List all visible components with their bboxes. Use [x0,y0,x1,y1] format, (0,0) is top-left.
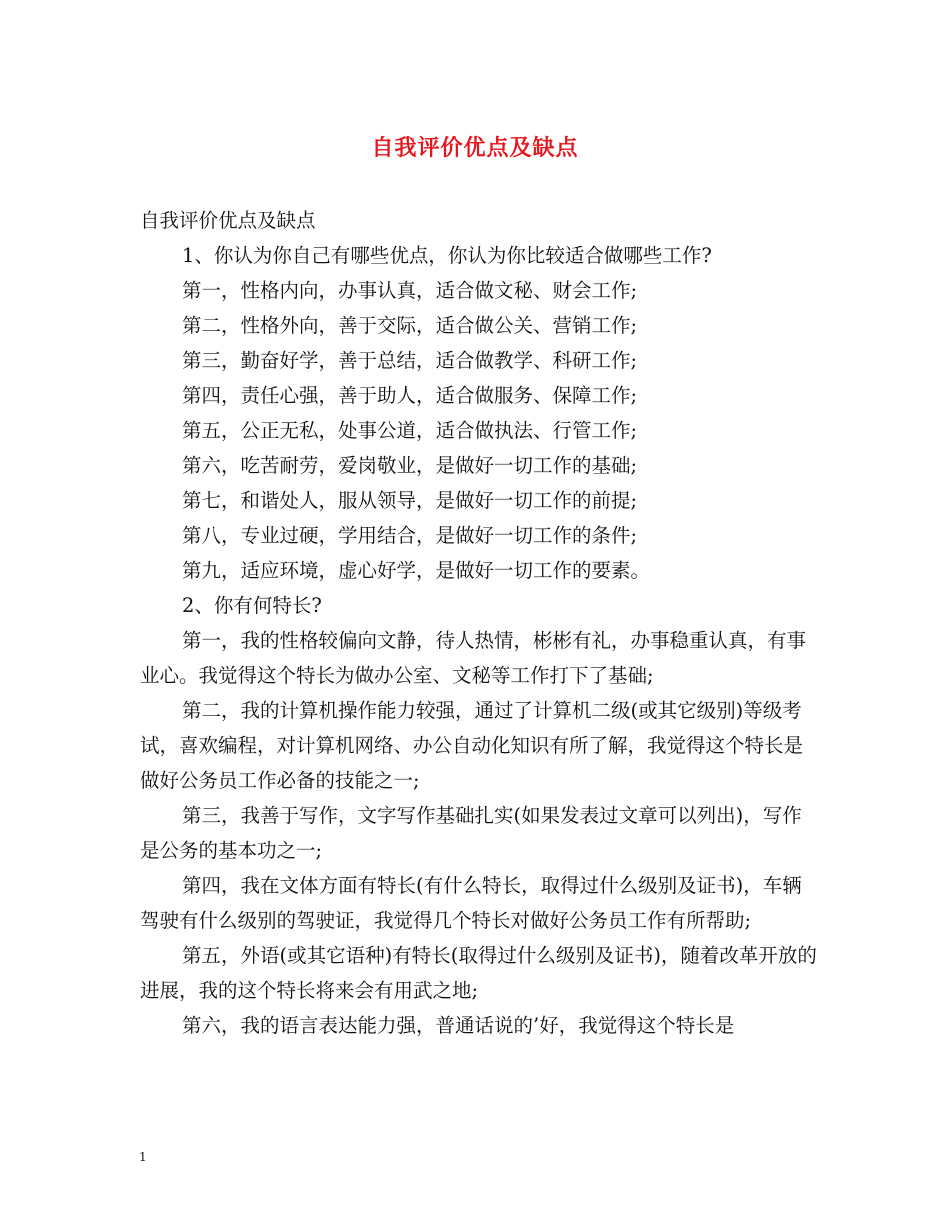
paragraph: 1、你认为你自己有哪些优点，你认为你比较适合做哪些工作? [182,244,712,267]
paragraph: 第八，专业过硬，学用结合，是做好一切工作的条件; [182,524,638,547]
paragraph: 第九，适应环境，虚心好学，是做好一切工作的要素。 [182,559,651,582]
document-body [140,203,820,1043]
page-number: 1 [139,1150,147,1164]
paragraph: 第二，我的计算机操作能力较强，通过了计算机二级(或其它级别)等级考试，喜欢编程，对计算机网络、办公自动化知识有所了解，我觉得这个特长是做好公务员工作必备的技能之一; [140,699,804,792]
paragraph: 自我评价优点及缺点 [140,209,316,232]
paragraph: 第六，我的语言表达能力强，普通话说的’好，我觉得这个特长是 [182,1014,735,1037]
paragraph: 第五，公正无私，处事公道，适合做执法、行管工作; [182,419,638,442]
paragraph: 第四，责任心强，善于助人，适合做服务、保障工作; [182,384,638,407]
paragraph: 第一，我的性格较偏向文静，待人热情，彬彬有礼，办事稳重认真，有事业心。我觉得这个特长为做办公室、文秘等工作打下了基础; [140,629,807,687]
paragraph: 第三，我善于写作，文字写作基础扎实(如果发表过文章可以列出)，写作是公务的基本功之一; [140,804,802,862]
paragraph: 第二，性格外向，善于交际，适合做公关、营销工作; [182,314,638,337]
paragraph: 第四，我在文体方面有特长(有什么特长，取得过什么级别及证书)，车辆驾驶有什么级别的驾驶证，我觉得几个特长对做好公务员工作有所帮助; [140,874,802,932]
paragraph: 2、你有何特长? [182,594,322,617]
paragraph: 第一，性格内向，办事认真，适合做文秘、财会工作; [182,279,638,302]
paragraph: 第五，外语(或其它语种)有特长(取得过什么级别及证书)，随着改革开放的进展，我的这个特长将来会有用武之地; [140,944,817,1002]
paragraph: 第七，和谐处人，服从领导，是做好一切工作的前提; [182,489,638,512]
paragraph: 第六，吃苦耐劳，爱岗敬业，是做好一切工作的基础; [182,454,638,477]
document-title: 自我评价优点及缺点 [371,135,579,161]
paragraph: 第三，勤奋好学，善于总结，适合做教学、科研工作; [182,349,638,372]
